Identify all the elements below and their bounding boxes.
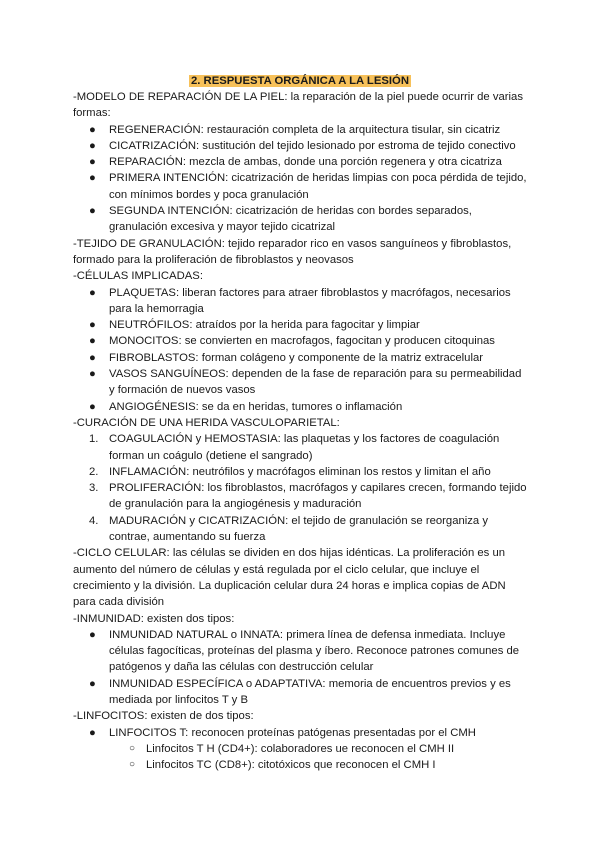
section-curacion-heading: -CURACIÓN DE UNA HERIDA VASCULOPARIETAL: — [73, 416, 340, 429]
list-item: ● NEUTRÓFILOS: atraídos por la herida para fagocitar y limpiar — [73, 317, 529, 333]
list-item: ● PLAQUETAS: liberan factores para atraer fibroblastos y macrófagos, necesarios para la hemorragia — [89, 286, 511, 315]
list-item: ● INMUNIDAD NATURAL o INNATA: primera línea de defensa inmediata. Incluye células fagocíticas, proteínas del plasma y íbero. Reconoce patrones comunes de patógenos y daña las células con destrucción celular — [89, 628, 520, 674]
bullet-icon: ● — [89, 335, 96, 348]
section-modelo-heading: -MODELO DE REPARACIÓN DE LA PIEL: la reparación de la piel puede ocurrir de varias formas: — [73, 91, 523, 120]
circle-bullet-icon: ○ — [129, 742, 136, 754]
item-number: 4. — [89, 514, 99, 527]
inmunidad-list — [73, 627, 529, 708]
page-title-text: 2. RESPUESTA ORGÁNICA A LA LESIÓN — [190, 75, 409, 87]
numbered-item: 4. MADURACIÓN y CICATRIZACIÓN: el tejido de granulación se reorganiza y contrae, aumentando su fuerza — [89, 514, 488, 544]
circle-bullet-icon: ○ — [129, 759, 136, 771]
bullet-icon: ● — [89, 286, 96, 299]
list-item: ● MONOCITOS: se convierten en macrofagos, fagocitan y producen citoquinas — [73, 333, 529, 349]
item-number: 2. — [89, 465, 99, 478]
bullet-icon: ● — [89, 628, 96, 641]
sub-list-item: ○ Linfocitos T H (CD4+): colaboradores ue reconocen el CMH II — [73, 741, 529, 757]
numbered-item: 3. PROLIFERACIÓN: los fibroblastos, macrófagos y capilares crecen, formando tejido de granulación para la angiogénesis y maduración — [89, 482, 527, 511]
list-item: ● SEGUNDA INTENCIÓN: cicatrización de heridas con bordes separados, granulación excesiva y mayor tejido cicatrizal — [89, 205, 472, 234]
bullet-icon: ● — [89, 726, 96, 739]
numbered-item: 2. INFLAMACIÓN: neutrófilos y macrófagos eliminan los restos y limitan el año — [73, 464, 529, 480]
numbered-item: 1. COAGULACIÓN y HEMOSTASIA: las plaquetas y los factores de coagulación forman un coágulo (detiene el sangrado) — [89, 433, 500, 462]
linfocitos-list — [73, 725, 529, 774]
bullet-icon: ● — [89, 400, 96, 413]
bullet-icon: ● — [89, 205, 96, 218]
sub-list-item: ○ Linfocitos TC (CD8+): citotóxicos que reconocen el CMH I — [73, 757, 529, 773]
celulas-list — [73, 285, 529, 415]
bullet-icon: ● — [89, 319, 96, 332]
bullet-icon: ● — [89, 368, 96, 381]
section-linfocitos-heading: -LINFOCITOS: existen de dos tipos: — [73, 710, 254, 723]
bullet-icon: ● — [89, 677, 96, 690]
item-number: 1. — [89, 433, 99, 446]
list-item: ● PRIMERA INTENCIÓN: cicatrización de heridas limpias con poca pérdida de tejido, con mínimos bordes y poca granulación — [89, 172, 527, 201]
list-item: ● REPARACIÓN: mezcla de ambas, donde una porción regenera y otra cicatriza — [73, 154, 529, 170]
section-tejido-heading: -TEJIDO DE GRANULACIÓN: tejido reparador rico en vasos sanguíneos y fibroblastos, formado para la proliferación de fibroblastos y neovasos — [73, 237, 512, 266]
curacion-list — [73, 431, 529, 545]
section-celulas-heading: -CÉLULAS IMPLICADAS: — [73, 270, 203, 283]
list-item: ● INMUNIDAD ESPECÍFICA o ADAPTATIVA: memoria de encuentros previos y es mediada por linfocitos T y B — [89, 677, 511, 706]
section-inmunidad-heading: -INMUNIDAD: existen dos tipos: — [73, 612, 235, 625]
page-title — [0, 73, 600, 89]
list-item: ● FIBROBLASTOS: forman colágeno y componente de la matriz extracelular — [73, 350, 529, 366]
bullet-icon: ● — [89, 123, 96, 136]
bullet-icon: ● — [89, 172, 96, 185]
bullet-icon: ● — [89, 139, 96, 152]
item-number: 3. — [89, 482, 99, 495]
section-ciclo-heading: -CICLO CELULAR: las células se dividen en dos hijas idénticas. La proliferación es un aumento del número de células y está regulada por el ciclo celular, que incluye el crecimiento y la división. La duplicación celular dura 24 horas e implica copias de ADN para cada división — [73, 547, 506, 609]
list-item: ● REGENERACIÓN: restauración completa de la arquitectura tisular, sin cicatriz — [73, 122, 529, 138]
list-item: ● LINFOCITOS T: reconocen proteínas patógenas presentadas por el CMH — [73, 725, 529, 741]
list-item: ● VASOS SANGUÍNEOS: dependen de la fase de reparación para su permeabilidad y formación de nuevos vasos — [89, 368, 522, 397]
list-item: ● CICATRIZACIÓN: sustitución del tejido lesionado por estroma de tejido conectivo — [73, 138, 529, 154]
list-item: ● ANGIOGÉNESIS: se da en heridas, tumores o inflamación — [73, 399, 529, 415]
bullet-icon: ● — [89, 156, 96, 169]
document-body — [73, 89, 529, 773]
bullet-icon: ● — [89, 351, 96, 364]
modelo-list — [73, 122, 529, 236]
